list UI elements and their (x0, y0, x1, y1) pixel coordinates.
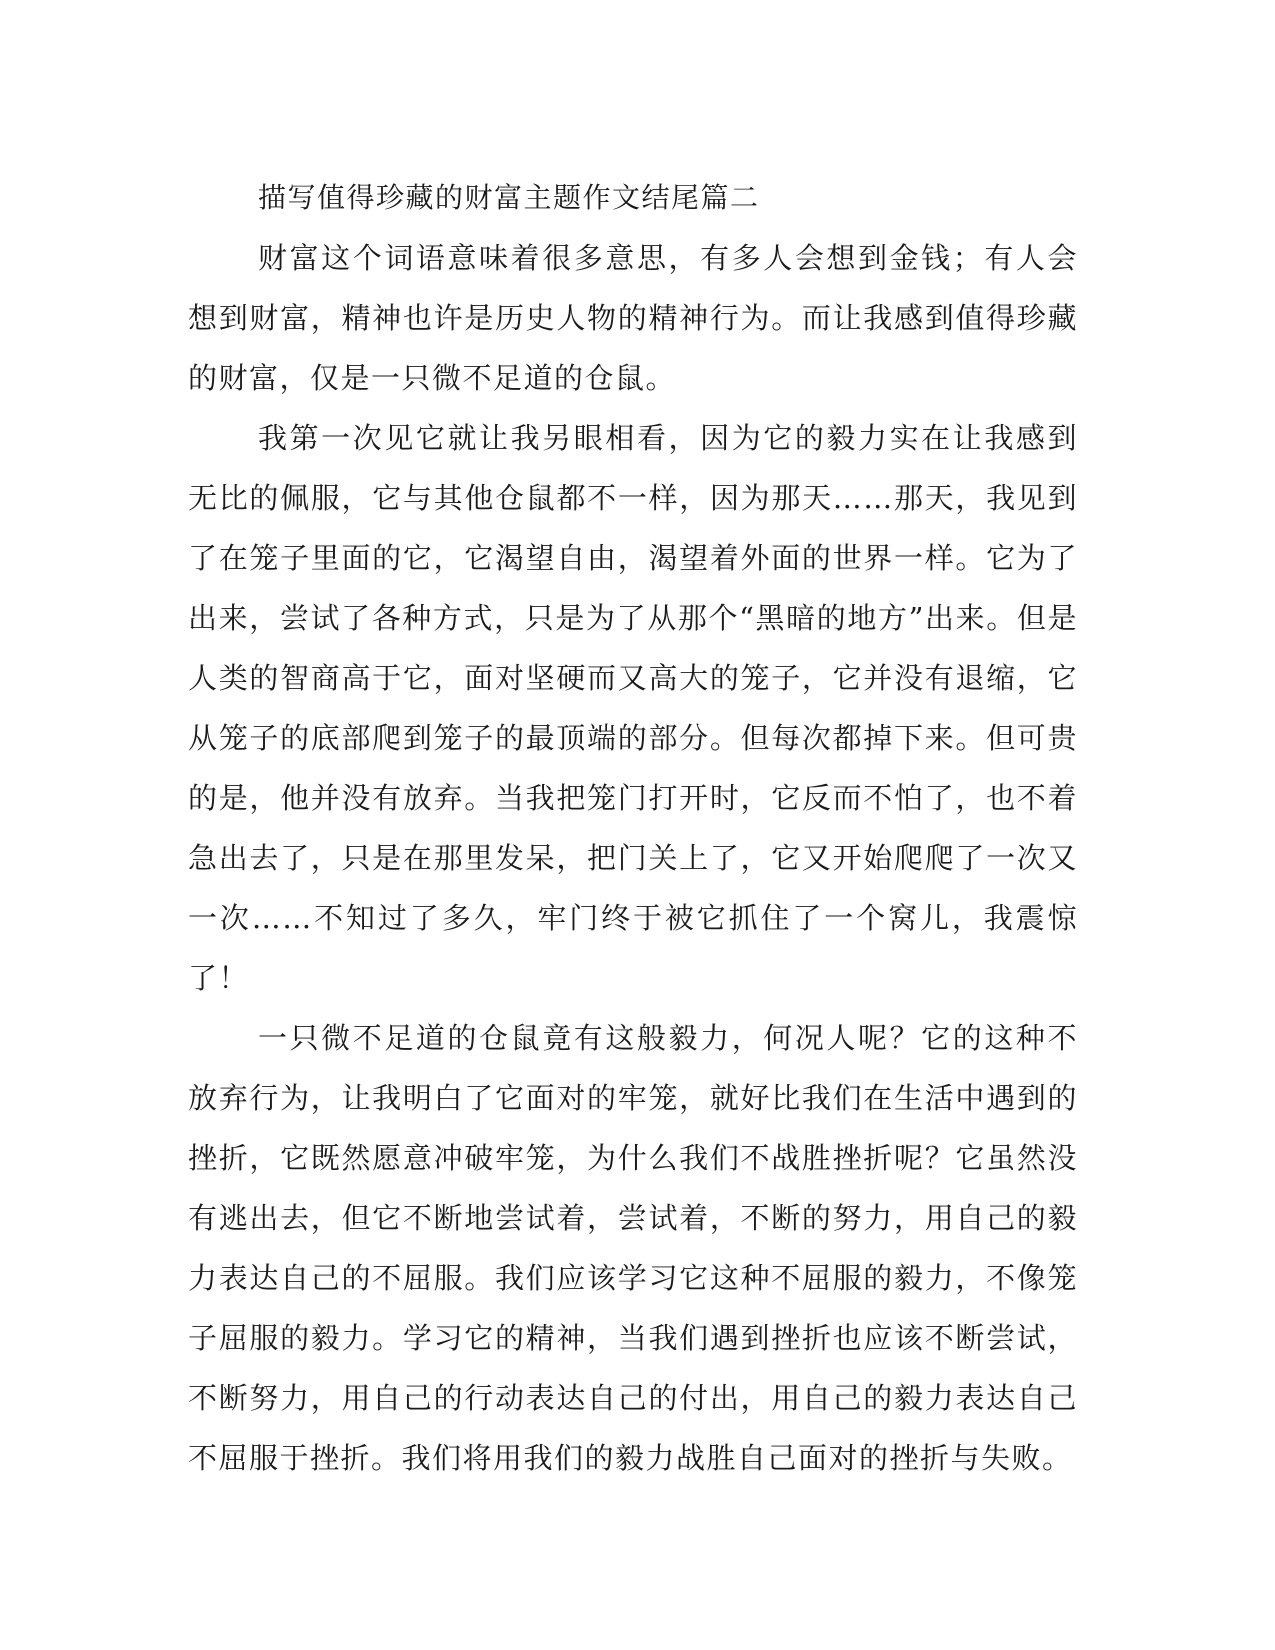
paragraph-2: 我第一次见它就让我另眼相看，因为它的毅力实在让我感到无比的佩服，它与其他仓鼠都不一样，因为那天……那天，我见到了在笼子里面的它，它渴望自由，渴望着外面的世界一样。它为了出来，尝试了各种方式，只是为了从那个“黑暗的地方”出来。但是人类的智商高于它，面对坚硬而又高大的笼子，它并没有退缩，它从笼子的底部爬到笼子的最顶端的部分。但每次都掉下来。但可贵的是，他并没有放弃。当我把笼门打开时，它反而不怕了，也不着急出去了，只是在那里发呆，把门关上了，它又开始爬爬了一次又一次……不知过了多久，牢门终于被它抓住了一个窝儿，我震惊了！ (188, 421, 1078, 995)
paragraph-1: 财富这个词语意味着很多意思，有多人会想到金钱；有人会想到财富，精神也许是历史人物的精神行为。而让我感到值得珍藏的财富，仅是一只微不足道的仓鼠。 (188, 241, 1078, 395)
paragraph-3: 一只微不足道的仓鼠竟有这般毅力，何况人呢？它的这种不放弃行为，让我明白了它面对的牢笼，就好比我们在生活中遇到的挫折，它既然愿意冲破牢笼，为什么我们不战胜挫折呢？它虽然没有逃出去，但它不断地尝试着，尝试着，不断的努力，用自己的毅力表达自己的不屈服。我们应该学习它这种不屈服的毅力，不像笼子屈服的毅力。学习它的精神，当我们遇到挫折也应该不断尝试，不断努力，用自己的行动表达自己的付出，用自己的毅力表达自己不屈服于挫折。我们将用我们的毅力战胜自己面对的挫折与失败。 (188, 1021, 1078, 1475)
document-title: 描写值得珍藏的财富主题作文结尾篇二 (258, 181, 760, 214)
document-body (188, 168, 1078, 1488)
